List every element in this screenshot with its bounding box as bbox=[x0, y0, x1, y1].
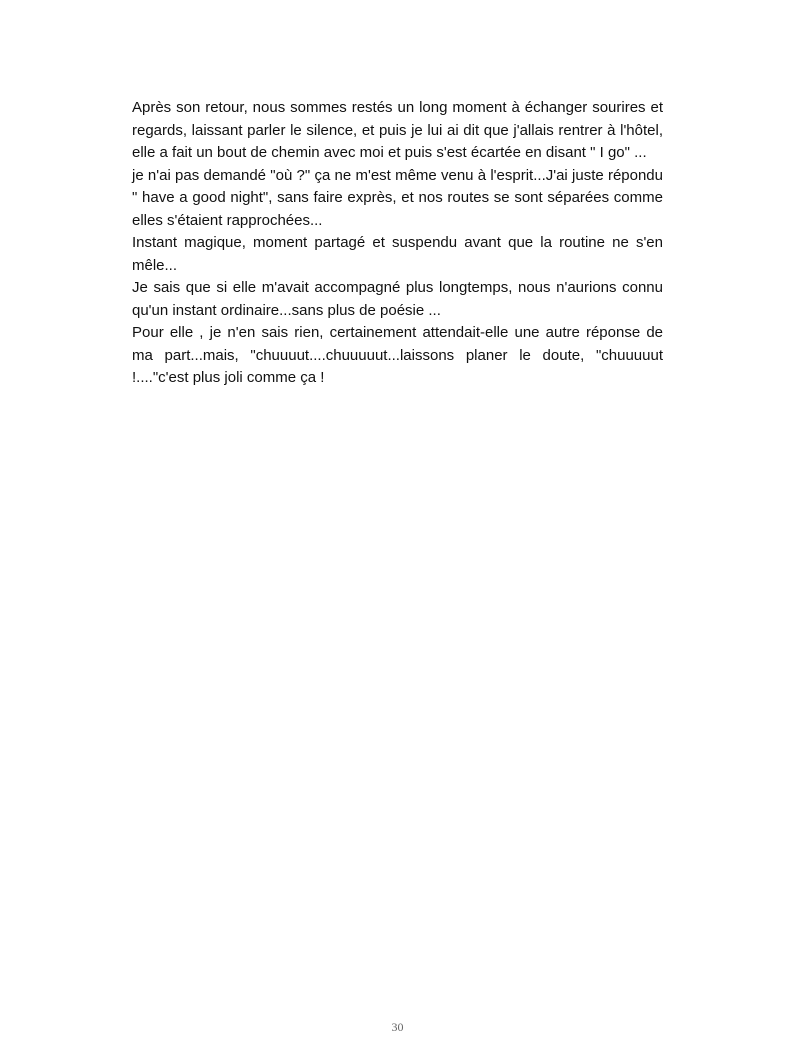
paragraph-4: Je sais que si elle m'avait accompagné plus longtemps, nous n'aurions connu qu'un instant ordinaire...sans plus de poésie ... bbox=[132, 279, 663, 319]
body-text bbox=[132, 97, 663, 390]
paragraph-1: Après son retour, nous sommes restés un long moment à échanger sourires et regards, laissant parler le silence, et puis je lui ai dit que j'allais rentrer à l'hôtel, elle a fait un bout de chemin avec moi et puis s'est écartée en disant " I go" ... bbox=[132, 99, 663, 161]
paragraph-5: Pour elle , je n'en sais rien, certainement attendait-elle une autre réponse de ma part...mais, "chuuuut....chuuuuut...laissons planer le doute, "chuuuuut !...."c'est plus joli comme ça ! bbox=[132, 324, 663, 386]
paragraph-2: je n'ai pas demandé "où ?" ça ne m'est même venu à l'esprit...J'ai juste répondu " have a good night", sans faire exprès, et nos routes se sont séparées comme elles s'étaient rapprochées... bbox=[132, 166, 663, 229]
paragraph-3: Instant magique, moment partagé et suspendu avant que la routine ne s'en mêle... bbox=[132, 234, 663, 274]
page-number: 30 bbox=[391, 1020, 404, 1034]
